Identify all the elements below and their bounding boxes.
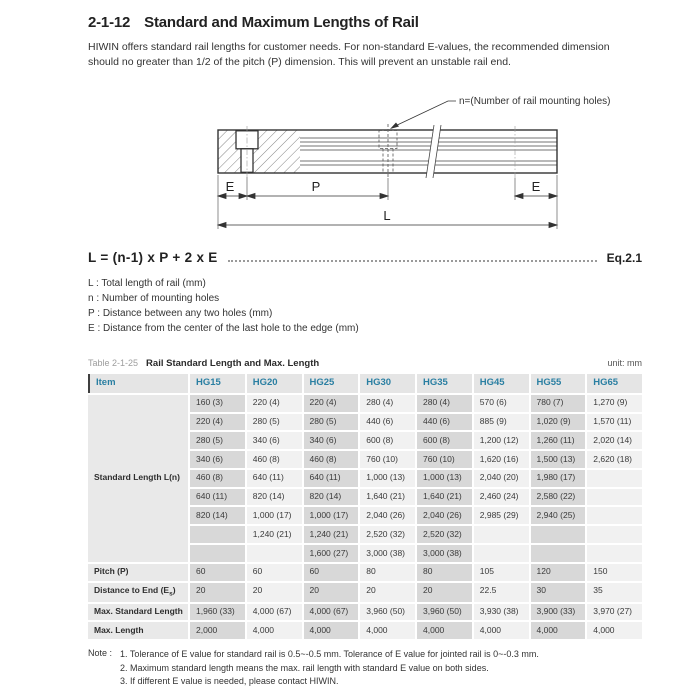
table-cell: 1,570 (11) (587, 414, 642, 431)
column-header-hg20: HG20 (247, 374, 302, 392)
table-cell: 2,040 (20) (474, 470, 529, 487)
table-cell: 80 (360, 564, 415, 581)
table-cell: 60 (304, 564, 359, 581)
table-cell: 20 (417, 583, 472, 602)
table-cell (587, 470, 642, 487)
table-cell: 570 (6) (474, 395, 529, 412)
table-cell: 4,000 (474, 622, 529, 639)
break-symbol (426, 125, 441, 178)
table-cell: 2,940 (25) (531, 507, 586, 524)
table-cell (587, 545, 642, 562)
table-cell: 4,000 (587, 622, 642, 639)
callout-leader (390, 101, 456, 129)
section-title: Standard and Maximum Lengths of Rail (144, 14, 419, 31)
table-cell: 3,960 (50) (360, 604, 415, 621)
table-cell: 2,020 (14) (587, 432, 642, 449)
note-line: 1. Tolerance of E value for standard rail is 0.5~-0.5 mm. Tolerance of E value for jointed rail is 0~-0.3 mm. (120, 649, 539, 660)
table-cell: 1,240 (21) (304, 526, 359, 543)
notes-items (120, 648, 539, 689)
dotted-leader (228, 253, 597, 262)
table-cell: 640 (11) (247, 470, 302, 487)
table-cell: 2,000 (190, 622, 245, 639)
table-cell: 35 (587, 583, 642, 602)
table-cell (587, 526, 642, 543)
table-cell: 220 (4) (190, 414, 245, 431)
table-cell: 1,960 (33) (190, 604, 245, 621)
rail-drawing (200, 88, 640, 240)
table-cell: 440 (6) (417, 414, 472, 431)
table-cell: 105 (474, 564, 529, 581)
table-cell: 4,000 (417, 622, 472, 639)
table-cell: 20 (304, 583, 359, 602)
table-cell: 640 (11) (304, 470, 359, 487)
table-cell: 600 (8) (360, 432, 415, 449)
table-cell: 60 (247, 564, 302, 581)
legend-line: L : Total length of rail (mm) (88, 278, 206, 290)
table-cell: 220 (4) (247, 395, 302, 412)
table-cell: 4,000 (67) (304, 604, 359, 621)
table-cell: 1,640 (21) (360, 489, 415, 506)
table-cell: 4,000 (531, 622, 586, 639)
row-label: Max. Standard Length (88, 604, 188, 621)
table-cell: 1,000 (13) (417, 470, 472, 487)
table-cell: 340 (6) (247, 432, 302, 449)
table-cell: 885 (9) (474, 414, 529, 431)
table-cell: 2,460 (24) (474, 489, 529, 506)
table-cell: 1,240 (21) (247, 526, 302, 543)
row-label: Max. Length (88, 622, 188, 639)
rail-length-table (88, 358, 642, 639)
table-cell: 2,520 (32) (417, 526, 472, 543)
formula-expression: L = (n-1) x P + 2 x E (88, 250, 218, 266)
table-cell: 20 (360, 583, 415, 602)
table-cell: 80 (417, 564, 472, 581)
note-line: 2. Maximum standard length means the max. rail length with standard E value on both sides. (120, 662, 489, 673)
table-cell (190, 526, 245, 543)
notes-label: Note : (88, 648, 113, 659)
table-cell: 4,000 (247, 622, 302, 639)
item-group-label: Standard Length L(n) (88, 395, 188, 562)
dim-p-label: P (311, 179, 321, 195)
column-header-hg30: HG30 (360, 374, 415, 392)
table-cell: 760 (10) (417, 451, 472, 468)
table-cell: 2,040 (26) (417, 507, 472, 524)
table-cell: 460 (8) (304, 451, 359, 468)
legend-line: E : Distance from the center of the last hole to the edge (mm) (88, 323, 359, 335)
column-header-hg65: HG65 (587, 374, 642, 392)
intro-paragraph: HIWIN offers standard rail lengths for customer needs. For non-standard E-values, the recommended dimension should no greater than 1/2 of the pitch (P) dimension. This will prevent an unstable rail end. (88, 41, 610, 69)
hidden-hole (379, 124, 397, 178)
table-cell: 2,040 (26) (360, 507, 415, 524)
column-header-hg15: HG15 (190, 374, 245, 392)
column-header-hg35: HG35 (417, 374, 472, 392)
dim-e-left-label: E (225, 179, 235, 195)
table-cell: 4,000 (360, 622, 415, 639)
column-header-hg45: HG45 (474, 374, 529, 392)
rail-hatch (218, 130, 300, 173)
table-cell: 1,260 (11) (531, 432, 586, 449)
table-cell: 22.5 (474, 583, 529, 602)
equation-number: Eq.2.1 (606, 250, 642, 265)
table-cell: 2,580 (22) (531, 489, 586, 506)
notes-block (88, 648, 642, 689)
table-cell: 3,970 (27) (587, 604, 642, 621)
table-cell: 280 (4) (360, 395, 415, 412)
table-cell: 1,980 (17) (531, 470, 586, 487)
table-cell: 4,000 (67) (247, 604, 302, 621)
column-header-hg55: HG55 (531, 374, 586, 392)
table-cell: 460 (8) (190, 470, 245, 487)
section-number: 2-1-12 (88, 14, 131, 31)
table-cell: 280 (5) (247, 414, 302, 431)
table-cell: 1,000 (13) (360, 470, 415, 487)
table-cell: 3,960 (50) (417, 604, 472, 621)
table-cell: 440 (6) (360, 414, 415, 431)
table-cell (474, 545, 529, 562)
table-cell: 220 (4) (304, 395, 359, 412)
table-cell: 340 (6) (304, 432, 359, 449)
formula-legend (88, 276, 642, 336)
table-cell: 820 (14) (304, 489, 359, 506)
table-cell: 280 (5) (190, 432, 245, 449)
table-cell: 3,000 (38) (360, 545, 415, 562)
table-cell: 760 (10) (360, 451, 415, 468)
table-cell: 1,000 (17) (304, 507, 359, 524)
table-cell: 1,620 (16) (474, 451, 529, 468)
table-cell (190, 545, 245, 562)
table-cell: 1,640 (21) (417, 489, 472, 506)
dim-l-label: L (383, 208, 391, 224)
table-cell: 160 (3) (190, 395, 245, 412)
table-cell: 1,600 (27) (304, 545, 359, 562)
table-cell (531, 526, 586, 543)
table-cell: 3,000 (38) (417, 545, 472, 562)
table-cell: 640 (11) (190, 489, 245, 506)
table-cell: 340 (6) (190, 451, 245, 468)
table-cell: 1,020 (9) (531, 414, 586, 431)
table-cell: 1,270 (9) (587, 395, 642, 412)
column-header-item: Item (88, 374, 188, 392)
table-cell: 60 (190, 564, 245, 581)
table-cell: 20 (247, 583, 302, 602)
table-cell: 120 (531, 564, 586, 581)
table-cell: 460 (8) (247, 451, 302, 468)
table-cell: 1,500 (13) (531, 451, 586, 468)
table-cell: 1,200 (12) (474, 432, 529, 449)
table-cell: 3,930 (38) (474, 604, 529, 621)
table-cell: 3,900 (33) (531, 604, 586, 621)
page-title (88, 14, 642, 31)
table-cell: 600 (8) (417, 432, 472, 449)
table-cell: 2,985 (29) (474, 507, 529, 524)
legend-line: n : Number of mounting holes (88, 293, 220, 305)
row-label: Pitch (P) (88, 564, 188, 581)
table-unit: unit: mm (607, 358, 642, 369)
dim-e-right-label: E (531, 179, 541, 195)
row-label: Distance to End $(E_s)$ (88, 583, 188, 602)
table-cell: 280 (5) (304, 414, 359, 431)
table-cell: 1,000 (17) (247, 507, 302, 524)
table-caption (88, 358, 642, 369)
table-cell: 280 (4) (417, 395, 472, 412)
table-cell: 20 (190, 583, 245, 602)
table-cell (531, 545, 586, 562)
table-cell (247, 545, 302, 562)
table-cell: 30 (531, 583, 586, 602)
column-header-hg25: HG25 (304, 374, 359, 392)
table-cell (474, 526, 529, 543)
table-title: Rail Standard Length and Max. Length (146, 358, 320, 370)
table-cell (587, 507, 642, 524)
table-body (88, 395, 642, 639)
table-cell: 150 (587, 564, 642, 581)
table-cell: 820 (14) (247, 489, 302, 506)
rail-diagram (88, 88, 642, 240)
table-cell: 820 (14) (190, 507, 245, 524)
table-cell: 780 (7) (531, 395, 586, 412)
table-header-row (88, 374, 642, 392)
legend-line: P : Distance between any two holes (mm) (88, 308, 273, 320)
table-cell: 2,520 (32) (360, 526, 415, 543)
table-number: Table 2-1-25 (88, 358, 139, 369)
note-line: 3. If different E value is needed, please contact HIWIN. (120, 676, 339, 687)
callout-text: n=(Number of rail mounting holes) (459, 96, 611, 108)
table-cell: 4,000 (304, 622, 359, 639)
table-cell (587, 489, 642, 506)
formula-row (88, 250, 642, 265)
table-cell: 2,620 (18) (587, 451, 642, 468)
